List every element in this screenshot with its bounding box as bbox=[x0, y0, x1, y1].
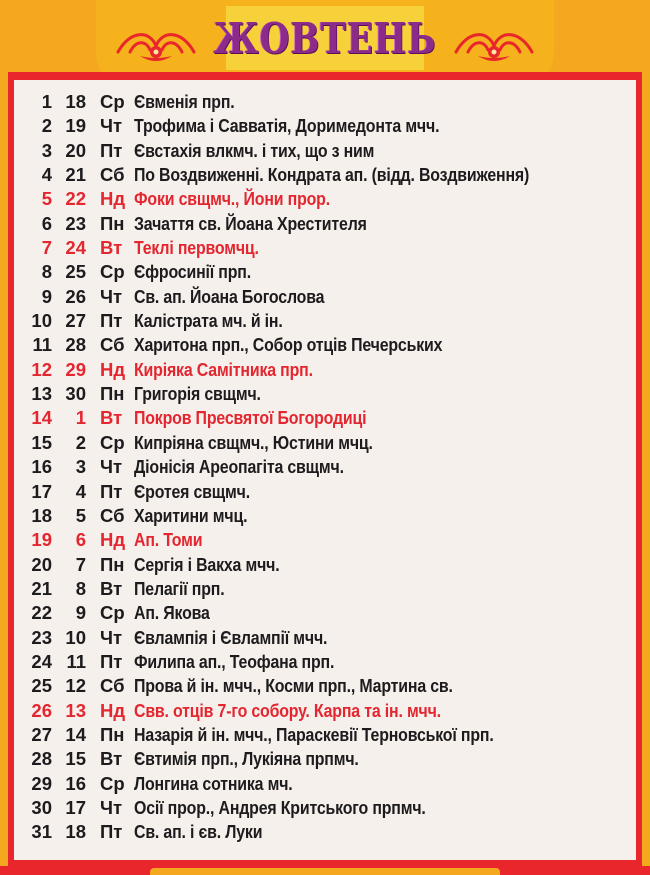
date-old-style: 20 bbox=[65, 139, 86, 161]
calendar-row bbox=[20, 699, 630, 723]
saint-text: Зачаття св. Йоана Хрестителя bbox=[134, 212, 367, 234]
date-new-style: 14 bbox=[31, 407, 52, 429]
date-old-style: 25 bbox=[65, 261, 86, 283]
month-title: ЖОВТЕНЬ bbox=[213, 13, 437, 63]
date-new-style: 9 bbox=[41, 285, 52, 307]
weekday: Пт bbox=[100, 139, 123, 161]
saint-text: Харитона прп., Собор отців Печерських bbox=[134, 334, 443, 356]
saint-text: Харитини мчц. bbox=[134, 504, 248, 526]
weekday: Вт bbox=[100, 748, 123, 770]
weekday: Пн bbox=[100, 553, 125, 575]
date-old-style: 22 bbox=[65, 188, 86, 210]
date-old-style: 5 bbox=[75, 504, 86, 526]
calendar-row bbox=[20, 333, 630, 357]
date-new-style: 26 bbox=[31, 699, 52, 721]
date-old-style: 16 bbox=[65, 772, 86, 794]
date-new-style: 31 bbox=[31, 821, 52, 843]
calendar-row bbox=[20, 480, 630, 504]
date-new-style: 3 bbox=[41, 139, 52, 161]
date-old-style: 29 bbox=[65, 358, 86, 380]
calendar-row bbox=[20, 406, 630, 430]
calendar-row bbox=[20, 139, 630, 163]
weekday: Сб bbox=[100, 675, 125, 697]
weekday: Нд bbox=[100, 358, 126, 380]
date-old-style: 13 bbox=[65, 699, 86, 721]
calendar-row bbox=[20, 747, 630, 771]
calendar-list bbox=[20, 90, 630, 845]
saint-text: Євтимія прп., Лукіяна прпмч. bbox=[134, 748, 359, 770]
date-old-style: 3 bbox=[75, 456, 86, 478]
weekday: Чт bbox=[100, 115, 123, 137]
saint-text: Сергія і Вакха мчч. bbox=[134, 553, 280, 575]
calendar-row bbox=[20, 382, 630, 406]
calendar-row bbox=[20, 358, 630, 382]
date-old-style: 21 bbox=[65, 164, 86, 186]
saint-text: Фоки свщмч., Йони прор. bbox=[134, 188, 330, 210]
calendar-row bbox=[20, 187, 630, 211]
date-new-style: 18 bbox=[31, 504, 52, 526]
date-new-style: 29 bbox=[31, 772, 52, 794]
weekday: Чт bbox=[100, 626, 123, 648]
saint-text: Кирiяка Самітника прп. bbox=[134, 358, 313, 380]
calendar-row bbox=[20, 674, 630, 698]
weekday: Чт bbox=[100, 285, 123, 307]
date-new-style: 16 bbox=[31, 456, 52, 478]
calendar-row bbox=[20, 504, 630, 528]
weekday: Нд bbox=[100, 188, 126, 210]
weekday: Ср bbox=[100, 602, 125, 624]
weekday: Ср bbox=[100, 261, 125, 283]
saint-text: Григорія свщмч. bbox=[134, 383, 261, 405]
calendar-row bbox=[20, 528, 630, 552]
saint-text: Филипа ап., Теофана прп. bbox=[134, 650, 335, 672]
date-new-style: 28 bbox=[31, 748, 52, 770]
saint-text: Діонісія Ареопагіта свщмч. bbox=[134, 456, 344, 478]
date-old-style: 10 bbox=[65, 626, 86, 648]
saint-text: Євстахія влкмч. і тих, що з ним bbox=[134, 139, 375, 161]
date-new-style: 15 bbox=[31, 431, 52, 453]
calendar-row bbox=[20, 723, 630, 747]
calendar-row bbox=[20, 114, 630, 138]
calendar-row bbox=[20, 650, 630, 674]
date-new-style: 22 bbox=[31, 602, 52, 624]
weekday: Сб bbox=[100, 164, 125, 186]
date-new-style: 10 bbox=[31, 310, 52, 332]
date-old-style: 4 bbox=[75, 480, 86, 502]
saint-text: Євлампія і Євлампії мчч. bbox=[134, 626, 328, 648]
saint-text: Трофима і Савватія, Доримедонта мчч. bbox=[134, 115, 440, 137]
saint-text: Св. ап. і єв. Луки bbox=[134, 821, 263, 843]
date-new-style: 19 bbox=[31, 529, 52, 551]
weekday: Пн bbox=[100, 723, 125, 745]
saint-text: Осії прор., Андрея Критського прпмч. bbox=[134, 796, 426, 818]
weekday: Чт bbox=[100, 796, 123, 818]
date-new-style: 25 bbox=[31, 675, 52, 697]
date-new-style: 2 bbox=[41, 115, 52, 137]
calendar-row bbox=[20, 796, 630, 820]
bottom-strip bbox=[150, 868, 500, 875]
month-title-box bbox=[213, 6, 437, 70]
saint-text: Назарія й ін. мчч., Параскевії Терновської прп. bbox=[134, 723, 494, 745]
calendar-row bbox=[20, 626, 630, 650]
date-old-style: 24 bbox=[65, 237, 86, 259]
weekday: Пт bbox=[100, 650, 123, 672]
saint-text: Лонгина сотника мч. bbox=[134, 772, 293, 794]
floral-ornament-icon bbox=[110, 22, 202, 68]
weekday: Вт bbox=[100, 407, 123, 429]
date-old-style: 18 bbox=[65, 821, 86, 843]
calendar-row bbox=[20, 577, 630, 601]
date-old-style: 30 bbox=[65, 383, 86, 405]
date-old-style: 26 bbox=[65, 285, 86, 307]
date-old-style: 9 bbox=[75, 602, 86, 624]
saint-text: Св. ап. Йоана Богослова bbox=[134, 285, 325, 307]
date-old-style: 27 bbox=[65, 310, 86, 332]
weekday: Ср bbox=[100, 431, 125, 453]
date-old-style: 19 bbox=[65, 115, 86, 137]
date-new-style: 1 bbox=[41, 91, 52, 112]
date-old-style: 6 bbox=[75, 529, 86, 551]
saint-text: Пелагії прп. bbox=[134, 577, 225, 599]
saint-text: Свв. отців 7-го собору. Карпа та ін. мчч. bbox=[134, 699, 441, 721]
date-old-style: 7 bbox=[75, 553, 86, 575]
weekday: Нд bbox=[100, 699, 126, 721]
saint-text: Прова й ін. мчч., Косми прп., Мартина св. bbox=[134, 675, 453, 697]
calendar-row bbox=[20, 820, 630, 844]
calendar-row bbox=[20, 90, 630, 114]
date-new-style: 13 bbox=[31, 383, 52, 405]
calendar-row bbox=[20, 553, 630, 577]
date-old-style: 2 bbox=[75, 431, 86, 453]
saint-text: Єфросинії прп. bbox=[134, 261, 251, 283]
calendar-row bbox=[20, 309, 630, 333]
calendar-row bbox=[20, 212, 630, 236]
calendar-row bbox=[20, 236, 630, 260]
weekday: Чт bbox=[100, 456, 123, 478]
saint-text: Калістрата мч. й ін. bbox=[134, 310, 283, 332]
calendar-row bbox=[20, 455, 630, 479]
saint-text: Ап. Якова bbox=[134, 602, 210, 624]
saint-text: Євменія прп. bbox=[134, 91, 235, 112]
date-new-style: 12 bbox=[31, 358, 52, 380]
date-old-style: 15 bbox=[65, 748, 86, 770]
date-old-style: 1 bbox=[75, 407, 86, 429]
date-new-style: 11 bbox=[32, 334, 52, 356]
weekday: Сб bbox=[100, 334, 125, 356]
date-old-style: 14 bbox=[65, 723, 86, 745]
saint-text: По Воздвиженні. Кондрата ап. (відд. Воздвиження) bbox=[134, 164, 530, 186]
date-new-style: 23 bbox=[31, 626, 52, 648]
weekday: Пт bbox=[100, 310, 123, 332]
date-new-style: 7 bbox=[41, 237, 52, 259]
saint-text: Теклі первомчц. bbox=[134, 237, 259, 259]
weekday: Пн bbox=[100, 383, 125, 405]
saint-text: Покров Пресвятої Богородиці bbox=[134, 407, 367, 429]
weekday: Вт bbox=[100, 237, 123, 259]
date-old-style: 23 bbox=[65, 212, 86, 234]
date-new-style: 17 bbox=[31, 480, 52, 502]
date-old-style: 8 bbox=[75, 577, 86, 599]
calendar-row bbox=[20, 601, 630, 625]
date-new-style: 27 bbox=[31, 723, 52, 745]
calendar-row bbox=[20, 163, 630, 187]
weekday: Пн bbox=[100, 212, 125, 234]
calendar-row bbox=[20, 772, 630, 796]
calendar-row bbox=[20, 260, 630, 284]
date-new-style: 5 bbox=[41, 188, 52, 210]
weekday: Пт bbox=[100, 480, 123, 502]
date-new-style: 20 bbox=[31, 553, 52, 575]
date-new-style: 8 bbox=[41, 261, 52, 283]
date-new-style: 6 bbox=[41, 212, 52, 234]
weekday: Вт bbox=[100, 577, 123, 599]
weekday: Ср bbox=[100, 91, 125, 112]
date-old-style: 12 bbox=[65, 675, 86, 697]
weekday: Нд bbox=[100, 529, 126, 551]
calendar-row bbox=[20, 431, 630, 455]
date-new-style: 24 bbox=[31, 650, 52, 672]
date-old-style: 28 bbox=[65, 334, 86, 356]
date-new-style: 21 bbox=[31, 577, 52, 599]
date-new-style: 4 bbox=[41, 164, 52, 186]
date-old-style: 17 bbox=[65, 796, 86, 818]
calendar-row bbox=[20, 285, 630, 309]
floral-ornament-icon bbox=[448, 22, 540, 68]
weekday: Сб bbox=[100, 504, 125, 526]
date-old-style: 18 bbox=[65, 91, 86, 112]
saint-text: Єротея свщмч. bbox=[134, 480, 250, 502]
weekday: Ср bbox=[100, 772, 125, 794]
date-new-style: 30 bbox=[31, 796, 52, 818]
saint-text: Кипріяна свщмч., Юстини мчц. bbox=[134, 431, 373, 453]
weekday: Пт bbox=[100, 821, 123, 843]
date-old-style: 11 bbox=[66, 650, 86, 672]
saint-text: Ап. Томи bbox=[134, 529, 203, 551]
